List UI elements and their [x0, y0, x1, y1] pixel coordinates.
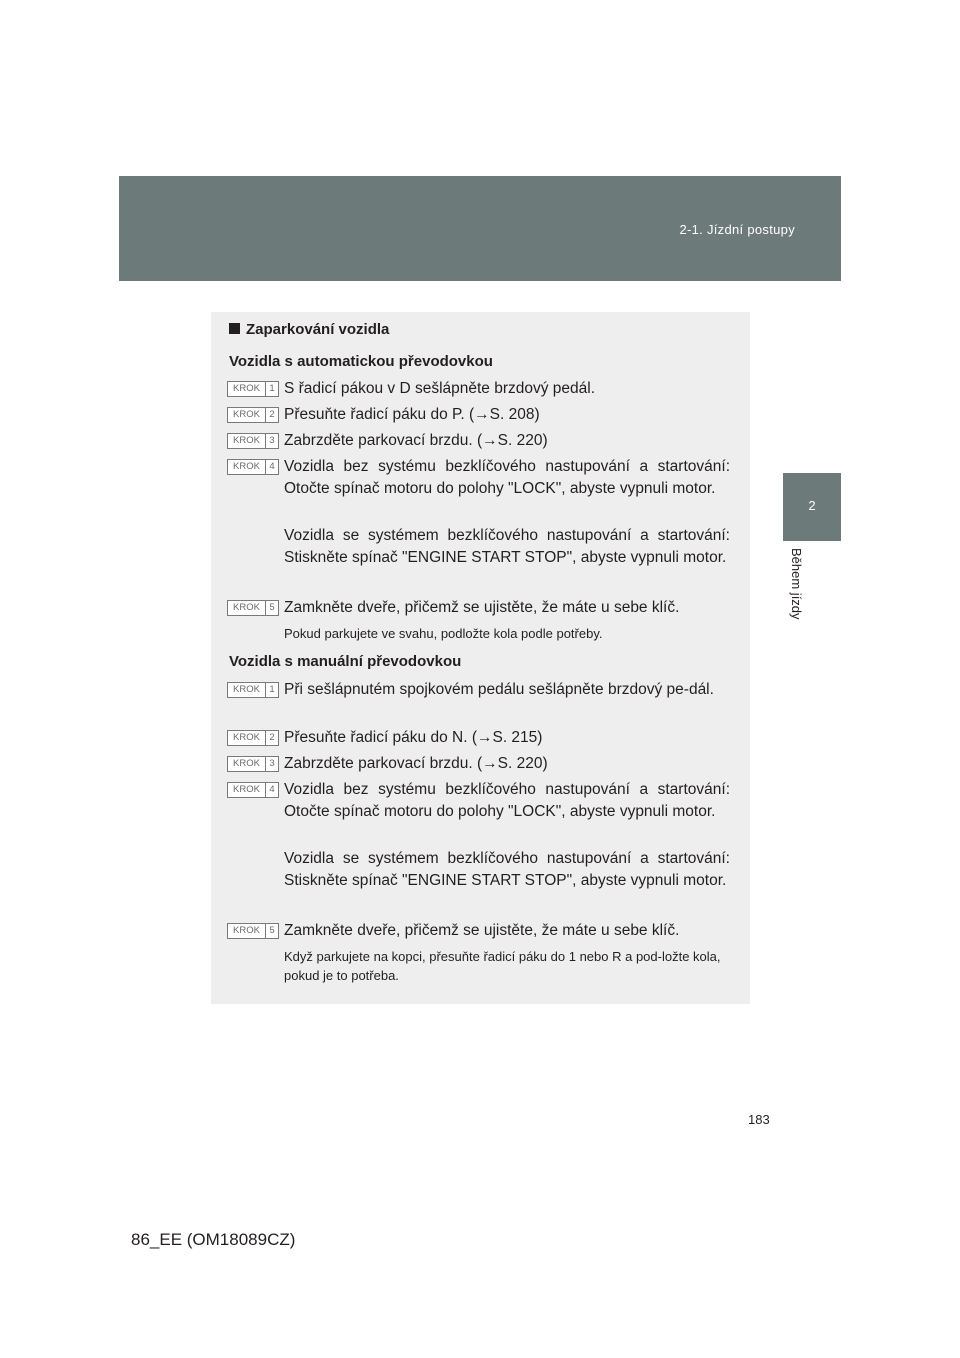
square-bullet-icon: [229, 323, 240, 334]
step-text: Při sešlápnutém spojkovém pedálu sešlápněte brzdový pe-dál.: [284, 681, 714, 698]
step-badge: KROK 3: [227, 756, 279, 772]
manual-heading: Vozidla s manuální převodovkou: [229, 653, 462, 670]
page-number: 183: [748, 1112, 770, 1127]
step-badge: KROK 2: [227, 730, 279, 746]
content-title: Zaparkování vozidla: [229, 321, 389, 338]
step-text: Zamkněte dveře, přičemž se ujistěte, že máte u sebe klíč.: [284, 599, 680, 616]
step-text: Přesuňte řadicí páku do N. (→S. 215): [284, 729, 543, 746]
step-text-continued: Vozidla se systémem bezklíčového nastupování a startování: Stiskněte spínač "ENGINE START STOP", abyste vypnuli motor.: [284, 527, 730, 566]
step-text: Přesuňte řadicí páku do P. (→S. 208): [284, 406, 540, 423]
step-badge: KROK 3: [227, 433, 279, 449]
step-badge: KROK 2: [227, 407, 279, 423]
step-badge: KROK 5: [227, 923, 279, 939]
step-badge: KROK 1: [227, 381, 279, 397]
chapter-tab: [783, 473, 841, 541]
step-text: Vozidla bez systému bezklíčového nastupování a startování: Otočte spínač motoru do polohy "LOCK", abyste vypnuli motor.: [284, 781, 730, 820]
step-badge: KROK 5: [227, 600, 279, 616]
step-text: S řadicí pákou v D sešlápněte brzdový pedál.: [284, 380, 596, 397]
section-title: 2-1. Jízdní postupy: [679, 222, 795, 237]
step-badge: KROK 4: [227, 782, 279, 798]
note-text: Pokud parkujete ve svahu, podložte kola podle potřeby.: [284, 626, 603, 641]
header-band: [119, 176, 841, 281]
step-text: Zabrzděte parkovací brzdu. (→S. 220): [284, 755, 548, 772]
chapter-number: 2: [808, 498, 816, 513]
step-badge: KROK 1: [227, 682, 279, 698]
step-badge: KROK 4: [227, 459, 279, 475]
step-text-continued: Vozidla se systémem bezklíčového nastupování a startování: Stiskněte spínač "ENGINE START STOP", abyste vypnuli motor.: [284, 850, 730, 889]
step-text: Zabrzděte parkovací brzdu. (→S. 220): [284, 432, 548, 449]
step-text: Vozidla bez systému bezklíčového nastupování a startování: Otočte spínač motoru do polohy "LOCK", abyste vypnuli motor.: [284, 458, 730, 497]
chapter-label: Během jízdy: [789, 548, 804, 620]
footer-code: 86_EE (OM18089CZ): [131, 1230, 296, 1249]
automatic-heading: Vozidla s automatickou převodovkou: [229, 353, 493, 370]
step-text: Zamkněte dveře, přičemž se ujistěte, že máte u sebe klíč.: [284, 922, 680, 939]
content-box: [211, 312, 750, 1004]
note-text: Když parkujete na kopci, přesuňte řadicí páku do 1 nebo R a pod-ložte kola, pokud je to potřeba.: [284, 949, 721, 983]
